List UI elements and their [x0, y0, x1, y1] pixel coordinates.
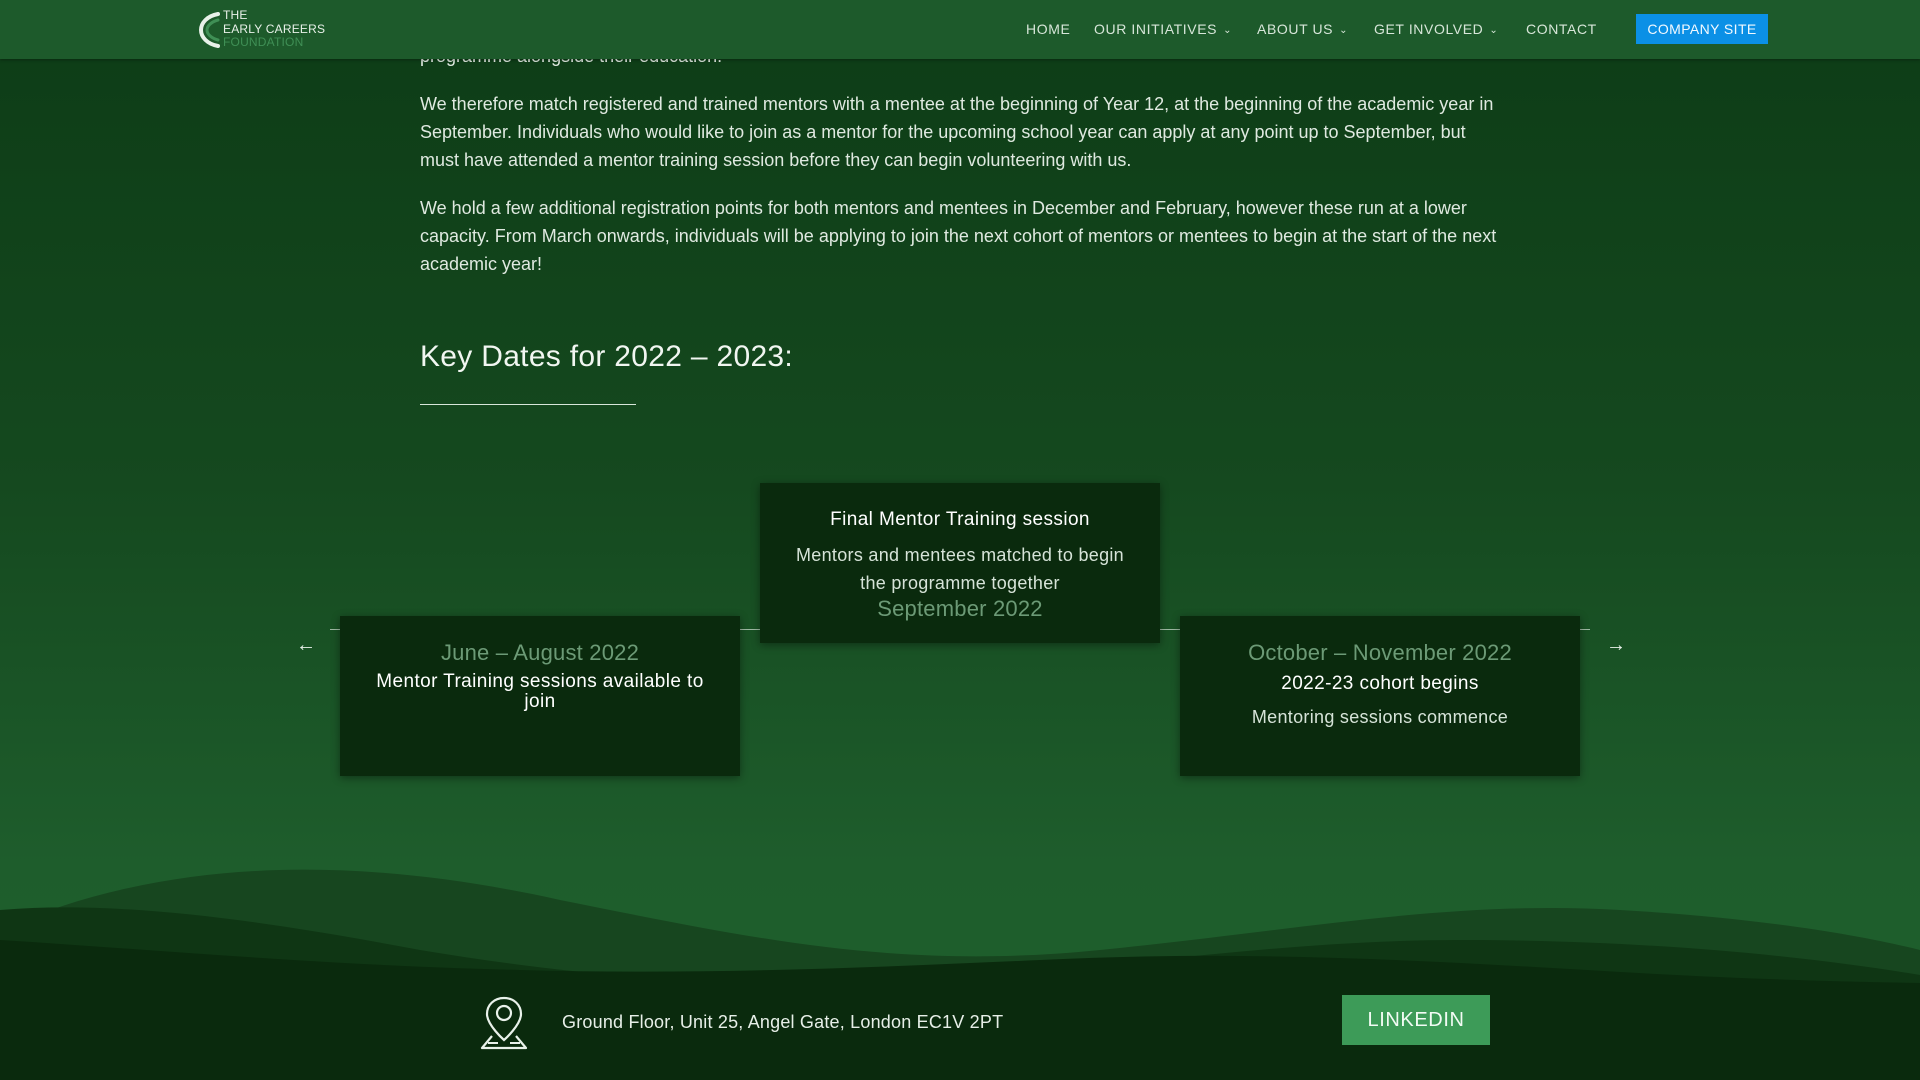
prev-arrow-icon[interactable]: ← — [296, 634, 316, 656]
nav-label: HOME — [1026, 21, 1071, 37]
map-pin-icon — [474, 994, 534, 1054]
nav-label: GET INVOLVED — [1374, 21, 1484, 37]
chevron-down-icon: ⌄ — [1489, 25, 1499, 36]
nav-home[interactable] — [1026, 21, 1070, 37]
site-logo[interactable] — [198, 9, 338, 51]
card-description: Mentoring sessions commence — [1251, 707, 1509, 727]
timeline-card-june-august[interactable] — [340, 616, 740, 776]
logo-line-1: THE — [223, 8, 248, 22]
next-arrow-icon[interactable]: → — [1606, 634, 1626, 656]
paragraph-registration: We hold a few additional registration points for both mentors and mentees in December and February, however these run at a lower capacity. From March onwards, individuals will be applying to join the next cohort of mentors or mentees to begin at the start of the next academic year! — [420, 198, 1497, 274]
nav-contact[interactable] — [1526, 21, 1597, 37]
footer — [0, 960, 1920, 1080]
nav-label: ABOUT US — [1257, 21, 1334, 37]
logo-text — [223, 9, 325, 50]
logo-line-3: FOUNDATION — [223, 35, 304, 49]
card-description: Mentors and mentees matched to begin the programme together — [796, 545, 1124, 593]
nav-label: OUR INITIATIVES — [1094, 21, 1218, 37]
logo-line-2: EARLY CAREERS — [223, 21, 326, 36]
company-site-button[interactable]: COMPANY SITE — [1636, 14, 1768, 44]
linkedin-button[interactable]: LINKEDIN — [1342, 995, 1490, 1045]
card-date: June – August 2022 — [440, 640, 640, 665]
nav-about-us[interactable] — [1257, 21, 1348, 37]
card-date: October – November 2022 — [1248, 640, 1512, 665]
title-underline — [420, 404, 636, 405]
nav-our-initiatives[interactable] — [1094, 21, 1232, 37]
site-header — [0, 0, 1920, 59]
footer-address: Ground Floor, Unit 25, Angel Gate, London EC1V 2PT — [562, 1012, 1004, 1032]
card-headline: Mentor Training sessions available to join — [376, 671, 704, 712]
timeline-card-september[interactable] — [760, 483, 1160, 643]
timeline-card-october-november[interactable] — [1180, 616, 1580, 776]
card-headline: Final Mentor Training session — [830, 509, 1090, 530]
card-date: September 2022 — [877, 596, 1043, 621]
chevron-down-icon: ⌄ — [1339, 25, 1349, 36]
c-arc-logo-icon — [198, 11, 222, 49]
nav-get-involved[interactable] — [1374, 21, 1498, 37]
nav-label: CONTACT — [1526, 21, 1597, 37]
paragraph-matching: We therefore match registered and trained mentors with a mentee at the beginning of Year 12, at the beginning of the academic year in September. Individuals who would like to join as a mentor for the upcoming school year can apply at any point up to September, but must have attended a mentor training session before they can begin volunteering with us. — [420, 94, 1494, 170]
card-headline: 2022-23 cohort begins — [1281, 673, 1479, 694]
chevron-down-icon: ⌄ — [1223, 25, 1233, 36]
section-title: Key Dates for 2022 – 2023: — [420, 340, 794, 373]
